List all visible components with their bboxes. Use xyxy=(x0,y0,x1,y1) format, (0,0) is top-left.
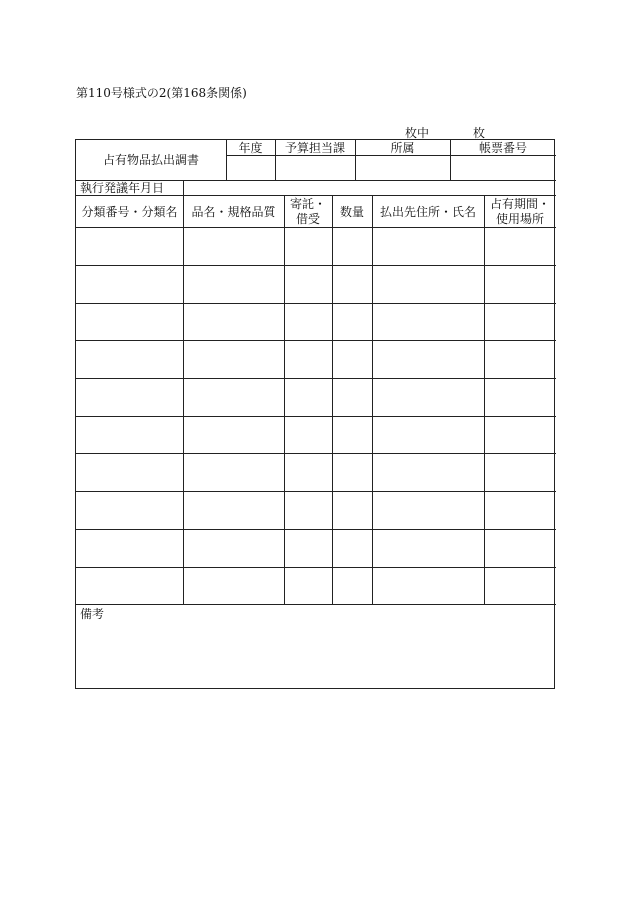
col-consign-line2: 借受 xyxy=(295,212,320,226)
line-v-col-1 xyxy=(183,195,184,604)
form-number: 第110号様式の2(第168条関係) xyxy=(76,86,247,100)
col-period-line1: 占有期間・ xyxy=(489,197,550,211)
col-recipient: 払出先住所・氏名 xyxy=(379,205,476,219)
line-v-col-3 xyxy=(332,195,333,604)
col-quantity: 数量 xyxy=(339,205,364,219)
sheet-count-unit: 枚 xyxy=(473,126,486,140)
col-consign-line1: 寄託・ xyxy=(289,197,326,211)
affiliation-label: 所属 xyxy=(390,141,415,155)
ledger-number-label: 帳票番号 xyxy=(478,141,527,155)
line-v-col-2 xyxy=(284,195,285,604)
execution-date-label: 執行発議年月日 xyxy=(80,181,165,195)
budget-section-label: 予算担当課 xyxy=(284,141,345,155)
remarks-label: 備考 xyxy=(80,607,105,621)
col-item-name: 品名・規格品質 xyxy=(191,205,276,219)
line-v-col-5 xyxy=(484,195,485,604)
fiscal-year-label: 年度 xyxy=(238,141,263,155)
line-v-exec-date xyxy=(183,180,184,195)
line-v-col-4 xyxy=(372,195,373,604)
document-title: 占有物品払出調書 xyxy=(102,153,199,167)
col-category: 分類番号・分類名 xyxy=(81,205,178,219)
col-period-line2: 使用場所 xyxy=(495,212,544,226)
sheet-count-of: 枚中 xyxy=(405,126,430,140)
form-table xyxy=(75,139,555,689)
line-h-row-10 xyxy=(76,604,556,605)
